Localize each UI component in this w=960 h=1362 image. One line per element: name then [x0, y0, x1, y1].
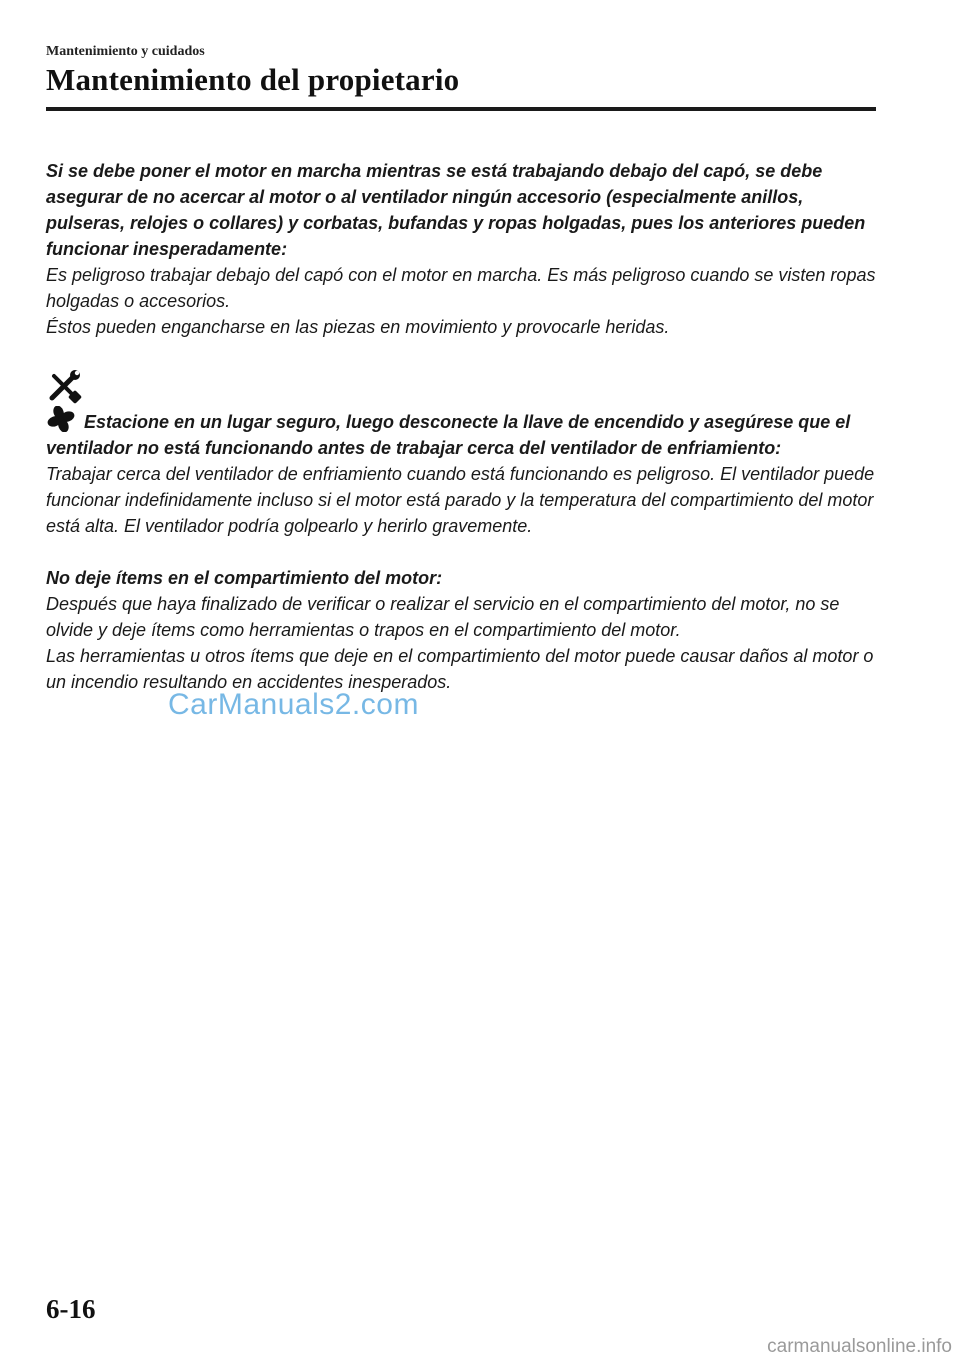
warning-text-2: Trabajar cerca del ventilador de enfriamiento cuando está funcionando es peligroso. El ventilador puede funcionar indefinidamente incluso si el motor está parado y la temperatura del compartimiento del motor está alta. El ventilador podría golpearlo y herirlo gravemente. [46, 464, 875, 536]
document-body [46, 158, 876, 695]
tools-icon [46, 370, 84, 404]
warning-heading-1: Si se debe poner el motor en marcha mientras se está trabajando debajo del capó, se debe asegurar de no acercar al motor o al ventilador ningún accesorio (especialmente anillos, pulseras, relojes o collares) y corbatas, bufandas y ropas holgadas, pues los anteriores pueden funcionar inesperadamente: [46, 161, 866, 259]
title-rule [46, 107, 876, 111]
warning-text-1a: Es peligroso trabajar debajo del capó con el motor en marcha. Es más peligroso cuando se visten ropas holgadas o accesorios. [46, 265, 876, 311]
warning-heading-2-text: Estacione en un lugar seguro, luego desconecte la llave de encendido y asegúrese que el ventilador no está funcionando antes de trabajar cerca del ventilador de enfriamiento: [46, 412, 851, 458]
breadcrumb: Mantenimiento y cuidados [46, 44, 205, 59]
footer-site-link[interactable]: carmanualsonline.info [767, 1336, 952, 1357]
warning-text-1b: Éstos pueden engancharse en las piezas en movimiento y provocarle heridas. [46, 317, 670, 337]
watermark: CarManuals2.com [168, 688, 419, 721]
warning-text-3a: Después que haya finalizado de verificar o realizar el servicio en el compartimiento del motor, no se olvide y deje ítems como herramientas o trapos en el compartimiento del motor. [46, 594, 840, 640]
page-title: Mantenimiento del propietario [46, 62, 460, 97]
fan-icon [46, 406, 80, 432]
warning-text-3b: Las herramientas u otros ítems que deje en el compartimiento del motor puede causar daños al motor o un incendio resultando en accidentes inesperados. [46, 646, 874, 692]
warning-heading-2 [46, 406, 876, 461]
warning-heading-3: No deje ítems en el compartimiento del motor: [46, 568, 443, 588]
page-number: 6-16 [46, 1294, 96, 1324]
